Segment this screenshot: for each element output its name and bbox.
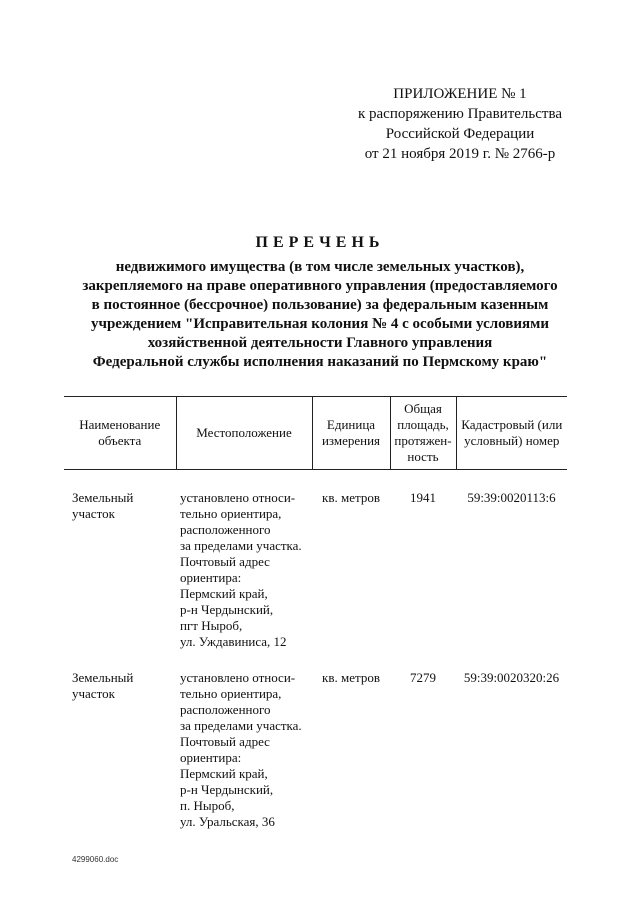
column-header-unit: Единица измерения [312,397,390,470]
location-line: пгт Ныроб, [180,618,243,633]
location-line: Пермский край, [180,766,268,781]
cell-object-name: Земельный участок [72,490,134,521]
subtitle-line: недвижимого имущества (в том числе земельных участков), [115,259,525,275]
appendix-authority: Российской Федерации [385,126,535,142]
location-line: расположенного [180,522,271,537]
column-header-location: Местоположение [176,397,312,470]
location-line: тельно ориентира, [180,686,282,701]
column-header-cadastral: Кадастровый (или условный) номер [456,397,567,470]
location-line: ул. Уждавиниса, 12 [180,634,287,649]
location-line: тельно ориентира, [180,506,282,521]
document-subtitle [60,258,580,372]
subtitle-line: хозяйственной деятельности Главного управления [147,335,493,351]
subtitle-line: в постоянное (бессрочное) пользование) за федеральным казенным [91,297,549,313]
cell-location [176,470,312,651]
table-header-row [64,397,567,470]
location-line: за пределами участка. [180,538,302,553]
location-line: Почтовый адрес [180,734,270,749]
appendix-number: ПРИЛОЖЕНИЕ № 1 [393,86,527,102]
column-header-name: Наименование объекта [64,397,176,470]
cell-cadastral-number: 59:39:0020320:26 [463,670,560,685]
cell-cadastral-number: 59:39:0020113:6 [467,490,556,505]
subtitle-line: закрепляемого на праве оперативного управления (предоставляемого [82,278,558,294]
cell-unit: кв. метров [322,670,380,685]
document-title: ПЕРЕЧЕНЬ [255,234,385,251]
location-line: п. Ныроб, [180,798,235,813]
location-line: ориентира: [180,750,242,765]
location-line: установлено относи- [180,490,296,505]
appendix-reference: к распоряжению Правительства [357,106,562,122]
location-line: за пределами участка. [180,718,302,733]
subtitle-line: Федеральной службы исполнения наказаний по Пермскому краю" [92,354,548,370]
location-line: Пермский край, [180,586,268,601]
file-code: 4299060.doc [72,855,119,864]
table-row [64,650,567,830]
table-row [64,470,567,651]
cell-location [176,650,312,830]
location-line: р-н Чердынский, [180,602,274,617]
location-line: расположенного [180,702,271,717]
appendix-date-number: от 21 ноября 2019 г. № 2766-р [364,146,556,162]
location-line: ориентира: [180,570,242,585]
property-table-container [64,396,567,830]
cell-object-name: Земельный участок [72,670,134,701]
property-table [64,396,567,830]
cell-area: 1941 [410,490,436,505]
location-line: р-н Чердынский, [180,782,274,797]
appendix-header [340,84,580,164]
location-line: установлено относи- [180,670,296,685]
cell-unit: кв. метров [322,490,380,505]
subtitle-line: учреждением "Исправительная колония № 4 с особыми условиями [91,316,549,332]
column-header-area: Общая площадь, протяжен-ность [390,397,456,470]
location-line: ул. Уральская, 36 [180,814,275,829]
location-line: Почтовый адрес [180,554,270,569]
cell-area: 7279 [410,670,436,685]
